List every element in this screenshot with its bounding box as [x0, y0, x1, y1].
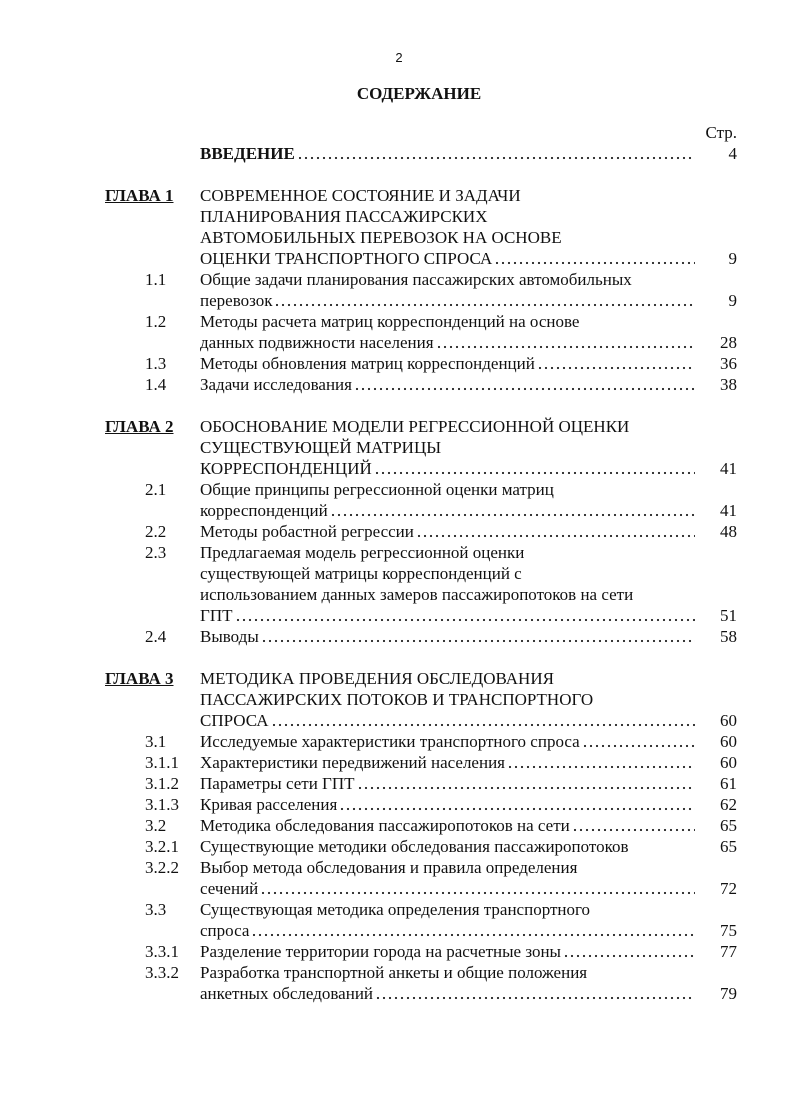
entry-body	[200, 374, 737, 395]
entry-body	[200, 626, 737, 647]
entry-text: Характеристики передвижений населения	[200, 753, 505, 772]
dot-leader	[274, 290, 695, 311]
entry-text: Исследуемые характеристики транспортного спроса	[200, 732, 580, 751]
entry-line	[200, 563, 737, 584]
entry-page: 41	[720, 501, 737, 520]
entry-number: 1.4	[145, 375, 167, 394]
entry-text: СПРОСА	[200, 711, 269, 730]
entry-number: 3.2.1	[145, 837, 179, 856]
toc-entry[interactable]	[105, 773, 737, 794]
entry-text: Параметры сети ГПТ	[200, 774, 355, 793]
entry-page: 28	[720, 333, 737, 352]
toc-entry[interactable]	[105, 626, 737, 647]
entry-line	[200, 941, 737, 962]
entry-text: сечений	[200, 879, 259, 898]
toc-entry[interactable]	[105, 479, 737, 521]
entry-page: 58	[720, 627, 737, 646]
entry-page: 62	[720, 795, 737, 814]
dot-leader	[563, 941, 695, 962]
entry-page: 51	[720, 606, 737, 625]
dot-leader	[235, 605, 696, 626]
dot-leader	[436, 332, 695, 353]
entry-body	[200, 416, 737, 479]
entry-line	[200, 689, 737, 710]
entry-line	[200, 479, 737, 500]
entry-text: существующей матрицы корреспонденций с	[200, 564, 522, 583]
toc-entry[interactable]	[105, 836, 737, 857]
entry-page: 9	[728, 249, 737, 268]
entry-line	[200, 836, 737, 857]
entry-number: ГЛАВА 2	[105, 417, 174, 436]
entry-text: КОРРЕСПОНДЕНЦИЙ	[200, 459, 372, 478]
entry-number: 3.1	[145, 732, 167, 751]
dot-leader	[354, 374, 695, 395]
entry-body	[200, 353, 737, 374]
toc-entry[interactable]	[105, 143, 737, 164]
page-number: 2	[395, 50, 403, 65]
entry-body	[200, 752, 737, 773]
dot-leader	[251, 920, 695, 941]
entry-text: Предлагаемая модель регрессионной оценки	[200, 543, 525, 562]
entry-text: данных подвижности населения	[200, 333, 434, 352]
entry-text: использованием данных замеров пассажиропотоков на сети	[200, 585, 634, 604]
toc-entry[interactable]	[105, 962, 737, 1004]
group-spacer	[105, 395, 737, 416]
entry-line	[200, 710, 737, 731]
entry-line	[200, 206, 737, 227]
entry-number	[105, 143, 200, 164]
entry-number: 3.3.2	[145, 963, 179, 982]
entry-line	[200, 626, 737, 647]
entry-number: 2.3	[145, 543, 167, 562]
entry-body	[200, 731, 737, 752]
entry-text: Разделение территории города на расчетные зоны	[200, 942, 561, 961]
toc-entry[interactable]	[105, 941, 737, 962]
entry-text: ОЦЕНКИ ТРАНСПОРТНОГО СПРОСА	[200, 249, 493, 268]
dot-leader	[507, 752, 695, 773]
dot-leader	[271, 710, 695, 731]
entry-body	[200, 668, 737, 731]
entry-body	[200, 962, 737, 1004]
entry-page: 72	[720, 879, 737, 898]
toc-entry[interactable]	[105, 521, 737, 542]
entry-line	[200, 794, 737, 815]
entry-body	[200, 836, 737, 857]
dot-leader	[260, 878, 695, 899]
entry-text: Методы обновления матриц корреспонденций	[200, 354, 535, 373]
entry-page: 9	[728, 291, 737, 310]
entry-text: Существующая методика определения транспортного	[200, 900, 591, 919]
toc-entry[interactable]	[105, 269, 737, 311]
entry-body	[200, 185, 737, 269]
group-spacer	[105, 647, 737, 668]
entry-line	[200, 773, 737, 794]
entry-text: Задачи исследования	[200, 375, 352, 394]
dot-leader	[537, 353, 695, 374]
entry-number: 3.3.1	[145, 942, 179, 961]
toc-entry[interactable]	[105, 752, 737, 773]
toc-entry[interactable]	[105, 731, 737, 752]
toc-entry[interactable]	[105, 899, 737, 941]
dot-leader	[582, 731, 695, 752]
entry-line	[200, 185, 737, 206]
entry-body	[200, 794, 737, 815]
entry-text: ГПТ	[200, 606, 233, 625]
entry-page: 79	[720, 984, 737, 1003]
entry-body	[200, 269, 737, 311]
entry-line	[200, 227, 737, 248]
page-title: СОДЕРЖАНИЕ	[356, 84, 482, 103]
entry-line	[200, 920, 737, 941]
entry-text: корреспонденций	[200, 501, 328, 520]
entry-line	[200, 857, 737, 878]
entry-page: 65	[720, 837, 737, 856]
entry-number: 2.2	[145, 522, 167, 541]
entry-text: Кривая расселения	[200, 795, 338, 814]
entry-line	[200, 437, 737, 458]
entry-body	[200, 479, 737, 521]
entry-body	[200, 311, 737, 353]
entry-text: СУЩЕСТВУЮЩЕЙ МАТРИЦЫ	[200, 438, 442, 457]
entry-page: 60	[720, 753, 737, 772]
entry-line	[200, 962, 737, 983]
entry-text: ПАССАЖИРСКИХ ПОТОКОВ И ТРАНСПОРТНОГО	[200, 690, 594, 709]
toc-entry[interactable]	[105, 857, 737, 899]
entry-line	[200, 878, 737, 899]
entry-body	[200, 899, 737, 941]
entry-body	[200, 521, 737, 542]
toc-entry[interactable]	[105, 794, 737, 815]
dot-leader	[375, 983, 695, 1004]
entry-page: 75	[720, 921, 737, 940]
entry-number: 3.3	[145, 900, 167, 919]
entry-number: 1.2	[145, 312, 167, 331]
entry-text: перевозок	[200, 291, 273, 310]
entry-line	[200, 542, 737, 563]
dot-leader	[572, 815, 695, 836]
entry-number: 1.3	[145, 354, 167, 373]
entry-body	[200, 773, 737, 794]
entry-line	[200, 584, 737, 605]
toc-entry[interactable]	[105, 815, 737, 836]
entry-line	[200, 458, 737, 479]
entry-line	[200, 269, 737, 290]
entry-text: Общие принципы регрессионной оценки матриц	[200, 480, 554, 499]
dot-leader	[357, 773, 695, 794]
entry-number: 3.1.1	[145, 753, 179, 772]
entry-line	[200, 311, 737, 332]
group-spacer	[105, 164, 737, 185]
entry-body	[200, 941, 737, 962]
entry-line	[200, 143, 737, 164]
entry-page: 48	[720, 522, 737, 541]
entry-text: Выбор метода обследования и правила определения	[200, 858, 578, 877]
entry-text: АВТОМОБИЛЬНЫХ ПЕРЕВОЗОК НА ОСНОВЕ	[200, 228, 562, 247]
entry-number: ГЛАВА 3	[105, 669, 174, 688]
entry-line	[200, 731, 737, 752]
entry-number: 3.1.3	[145, 795, 179, 814]
dot-leader	[631, 836, 695, 857]
entry-text: Методы робастной регрессии	[200, 522, 414, 541]
entry-line	[200, 353, 737, 374]
dot-leader	[339, 794, 695, 815]
entry-page: 41	[720, 459, 737, 478]
entry-line	[200, 983, 737, 1004]
table-of-contents	[105, 122, 737, 1004]
entry-text: Разработка транспортной анкеты и общие положения	[200, 963, 588, 982]
dot-leader	[374, 458, 695, 479]
entry-number: 2.1	[145, 480, 167, 499]
entry-line	[200, 605, 737, 626]
entry-page: 65	[720, 816, 737, 835]
toc-entry[interactable]	[105, 311, 737, 353]
entry-number: 2.4	[145, 627, 167, 646]
dot-leader	[330, 500, 695, 521]
entry-line	[200, 374, 737, 395]
entry-line	[200, 521, 737, 542]
entry-body	[200, 542, 737, 626]
entry-text: Методика обследования пассажиропотоков на сети	[200, 816, 570, 835]
entry-line	[200, 899, 737, 920]
entry-number: 1.1	[145, 270, 167, 289]
entry-line	[200, 416, 737, 437]
entry-body	[200, 143, 737, 164]
entry-text: ПЛАНИРОВАНИЯ ПАССАЖИРСКИХ	[200, 207, 488, 226]
entry-line	[200, 248, 737, 269]
dot-leader	[416, 521, 695, 542]
toc-entry[interactable]	[105, 542, 737, 626]
entry-text: МЕТОДИКА ПРОВЕДЕНИЯ ОБСЛЕДОВАНИЯ	[200, 669, 554, 688]
entry-text: ВВЕДЕНИЕ	[200, 144, 295, 163]
entry-line	[200, 752, 737, 773]
entry-line	[200, 815, 737, 836]
entry-number: 3.1.2	[145, 774, 179, 793]
toc-entry[interactable]	[105, 416, 737, 479]
entry-number: ГЛАВА 1	[105, 186, 174, 205]
dot-leader	[494, 248, 695, 269]
entry-body	[200, 815, 737, 836]
entry-text: ОБОСНОВАНИЕ МОДЕЛИ РЕГРЕССИОННОЙ ОЦЕНКИ	[200, 417, 630, 436]
entry-page: 4	[728, 144, 737, 163]
entry-line	[200, 668, 737, 689]
entry-text: Общие задачи планирования пассажирских автомобильных	[200, 270, 632, 289]
dot-leader	[261, 626, 695, 647]
entry-text: СОВРЕМЕННОЕ СОСТОЯНИЕ И ЗАДАЧИ	[200, 186, 521, 205]
entry-page: 38	[720, 375, 737, 394]
entry-line	[200, 332, 737, 353]
entry-page: 60	[720, 732, 737, 751]
entry-page: 77	[720, 942, 737, 961]
entry-text: Выводы	[200, 627, 259, 646]
entry-number: 3.2.2	[145, 858, 179, 877]
entry-body	[200, 857, 737, 899]
entry-line	[200, 500, 737, 521]
entry-line	[200, 290, 737, 311]
entry-page: 61	[720, 774, 737, 793]
entry-number: 3.2	[145, 816, 167, 835]
toc-entry[interactable]	[105, 374, 737, 395]
page-column-header: Стр.	[705, 123, 737, 142]
entry-text: анкетных обследований	[200, 984, 374, 1003]
toc-entry[interactable]	[105, 185, 737, 269]
entry-page: 60	[720, 711, 737, 730]
entry-text: Существующие методики обследования пассажиропотоков	[200, 837, 629, 856]
dot-leader	[297, 143, 695, 164]
entry-text: спроса	[200, 921, 250, 940]
entry-page: 36	[720, 354, 737, 373]
entry-text: Методы расчета матриц корреспонденций на основе	[200, 312, 580, 331]
toc-entry[interactable]	[105, 353, 737, 374]
toc-entry[interactable]	[105, 668, 737, 731]
